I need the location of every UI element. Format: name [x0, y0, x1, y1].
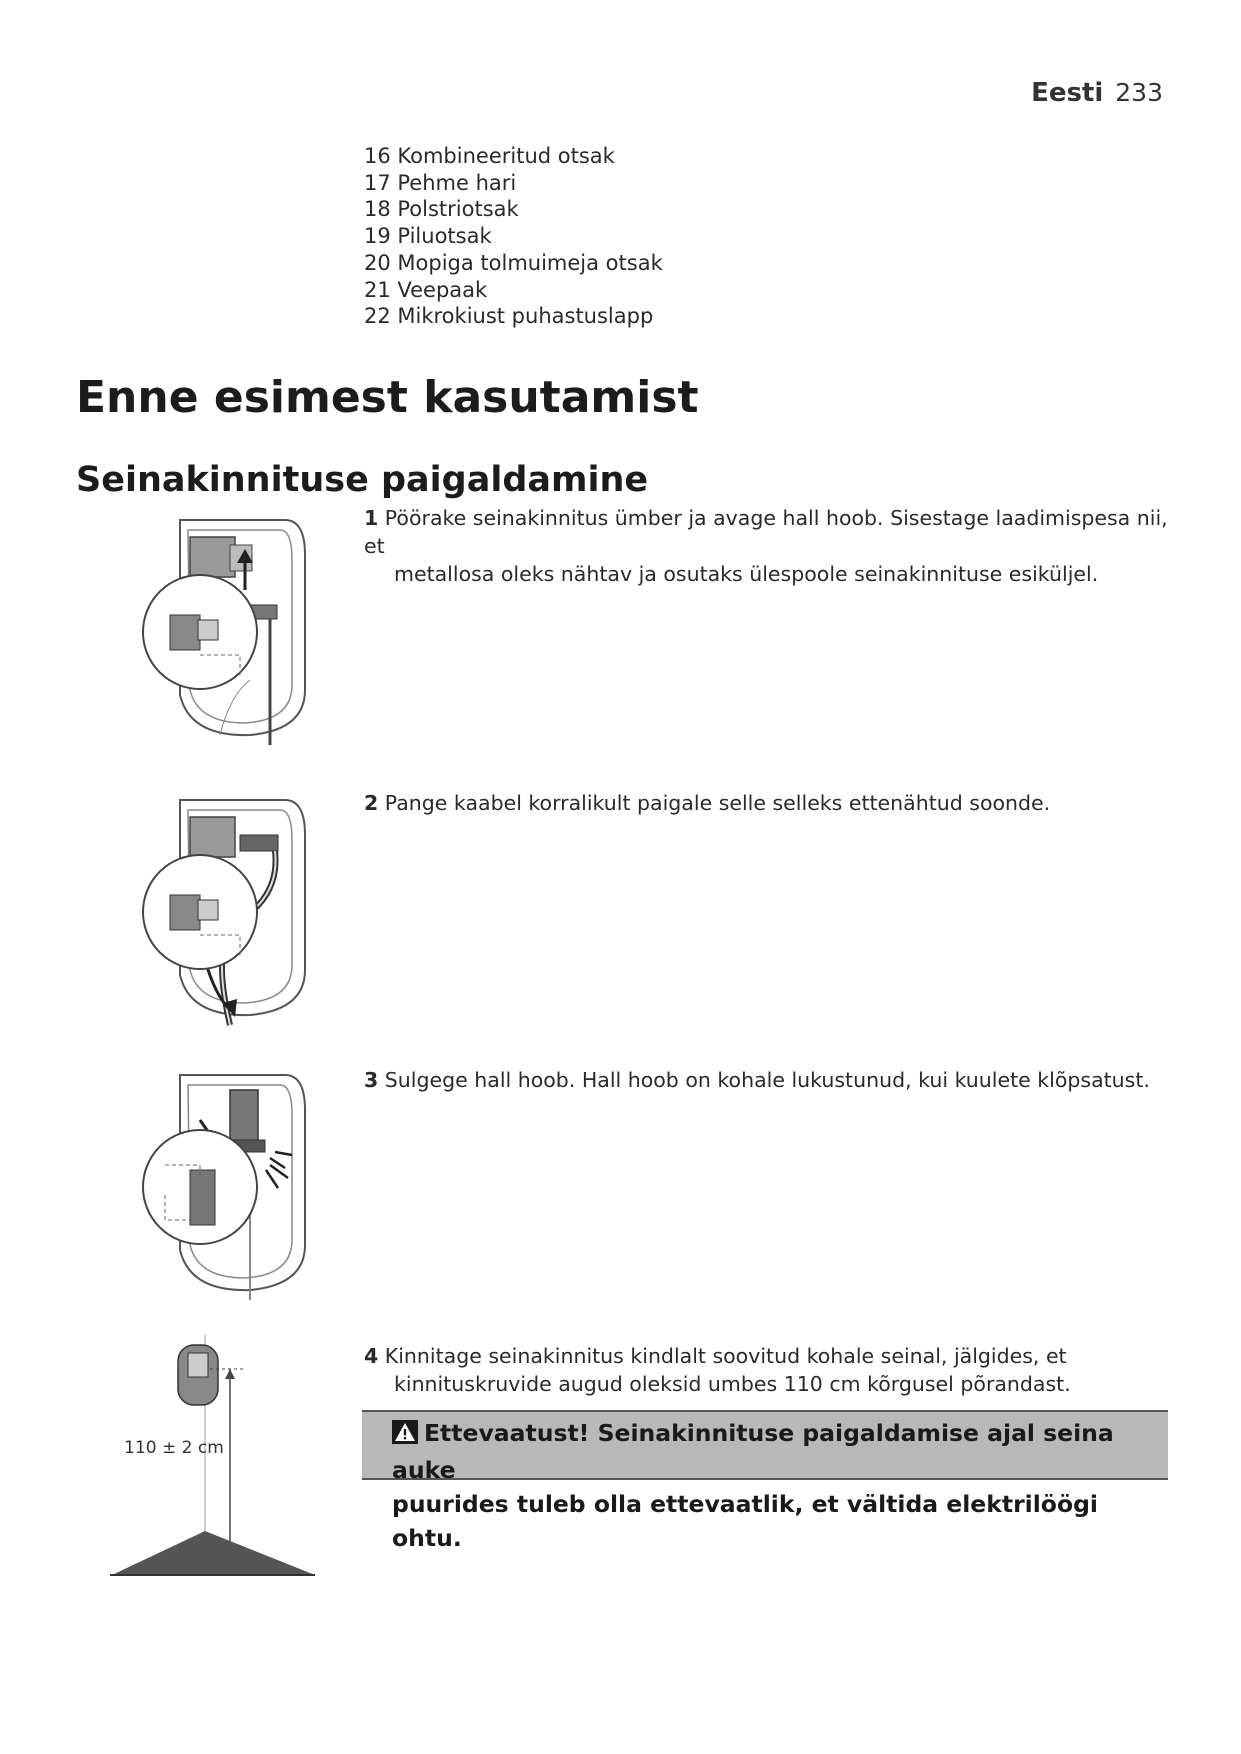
list-item: 22 Mikrokiust puhastuslapp	[364, 304, 654, 329]
warning-text	[392, 1416, 1162, 1555]
list-item: 20 Mopiga tolmuimeja otsak	[364, 250, 663, 275]
step-number: 2	[364, 791, 379, 815]
step-text-continued: kinnituskruvide augud oleksid umbes 110 cm kõrgusel põrandast.	[394, 1372, 1071, 1396]
step-number: 4	[364, 1344, 379, 1368]
wall-mount-illustration-step-3	[80, 1070, 320, 1305]
step-1	[364, 504, 1174, 588]
mounting-height-illustration	[80, 1335, 320, 1595]
step-2	[364, 789, 1174, 817]
wall-mount-illustration-step-1	[80, 515, 320, 750]
warning-triangle-icon	[392, 1419, 418, 1453]
page-header	[1031, 78, 1163, 108]
step-text: Sulgege hall hoob. Hall hoob on kohale lukustunud, kui kuulete klõpsatust.	[384, 1068, 1150, 1092]
page-number: 233	[1115, 78, 1163, 107]
step-number: 1	[364, 506, 379, 530]
step-text: Pöörake seinakinnitus ümber ja avage hall hoob. Sisestage laadimispesa nii, et	[364, 506, 1168, 558]
step-text: Kinnitage seinakinnitus kindlalt soovitud kohale seinal, jälgides, et	[384, 1344, 1067, 1368]
warning-line-2: puurides tuleb olla ettevaatlik, et vältida elektrilöögi ohtu.	[392, 1490, 1098, 1552]
measurement-label: 110 ± 2 cm	[124, 1438, 224, 1458]
step-4	[364, 1342, 1174, 1398]
list-item: 18 Polstriotsak	[364, 197, 519, 222]
list-item: 21 Veepaak	[364, 277, 488, 302]
step-text-continued: metallosa oleks nähtav ja osutaks ülespoole seinakinnituse esiküljel.	[394, 562, 1099, 586]
section-title: Enne esimest kasutamist	[76, 372, 699, 423]
list-item: 19 Piluotsak	[364, 224, 492, 249]
list-item: 17 Pehme hari	[364, 170, 517, 195]
subsection-title: Seinakinnituse paigaldamine	[76, 460, 649, 500]
step-text: Pange kaabel korralikult paigale selle selleks ettenähtud soonde.	[384, 791, 1051, 815]
step-number: 3	[364, 1068, 379, 1092]
language-label: Eesti	[1031, 78, 1104, 108]
warning-box	[362, 1410, 1168, 1552]
warning-line-1: Ettevaatust! Seinakinnituse paigaldamise ajal seina auke	[392, 1419, 1114, 1484]
wall-mount-illustration-step-2	[80, 795, 320, 1030]
list-item: 16 Kombineeritud otsak	[364, 144, 615, 168]
parts-list	[364, 143, 663, 330]
step-3	[364, 1066, 1174, 1094]
